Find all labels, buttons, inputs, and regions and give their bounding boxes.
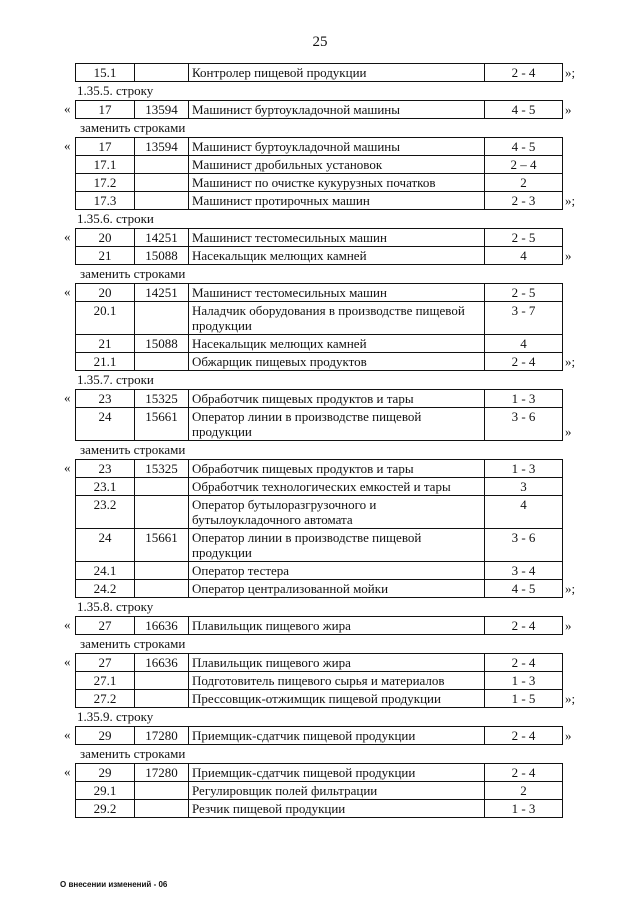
table-row	[76, 562, 563, 580]
closing-quote: »	[565, 728, 572, 743]
row-number-cell: 23.1	[76, 478, 135, 496]
table-row	[76, 460, 563, 478]
profession-name-cell: Оператор линии в производстве пищевой продукции	[189, 408, 485, 441]
okpdtr-code-cell	[135, 562, 189, 580]
row-number-cell: 17.2	[76, 174, 135, 192]
okpdtr-code-cell: 17280	[135, 764, 189, 782]
table-row	[76, 478, 563, 496]
closing-quote: »	[565, 248, 572, 263]
profession-table	[75, 653, 563, 708]
closing-quote: »	[565, 424, 572, 439]
okpdtr-code-cell	[135, 478, 189, 496]
opening-quote: «	[64, 284, 71, 299]
profession-name-cell: Обработчик технологических емкостей и тары	[189, 478, 485, 496]
okpdtr-code-cell: 13594	[135, 101, 189, 119]
row-number-cell: 29	[76, 764, 135, 782]
opening-quote: «	[64, 101, 71, 116]
row-number-cell: 17.3	[76, 192, 135, 210]
profession-name-cell: Машинист дробильных установок	[189, 156, 485, 174]
profession-table	[75, 283, 563, 371]
profession-name-cell: Оператор тестера	[189, 562, 485, 580]
okpdtr-code-cell: 14251	[135, 284, 189, 302]
opening-quote: «	[64, 727, 71, 742]
grade-range-cell: 1 - 3	[485, 460, 563, 478]
row-number-cell: 23.2	[76, 496, 135, 529]
table-row	[76, 782, 563, 800]
grade-range-cell: 2 - 4	[485, 64, 563, 82]
okpdtr-code-cell	[135, 302, 189, 335]
amendment-heading: 1.35.6. строки	[77, 211, 154, 226]
grade-range-cell: 3 - 7	[485, 302, 563, 335]
profession-table	[75, 389, 563, 441]
table-row	[76, 302, 563, 335]
grade-range-cell: 3 - 6	[485, 529, 563, 562]
grade-range-cell: 1 - 3	[485, 390, 563, 408]
amendment-document	[0, 63, 640, 818]
amendment-table-block	[0, 283, 640, 371]
row-number-cell: 27	[76, 654, 135, 672]
amendment-heading: 1.35.9. строку	[77, 709, 154, 724]
row-number-cell: 20.1	[76, 302, 135, 335]
table-row	[76, 229, 563, 247]
table-row	[76, 764, 563, 782]
profession-name-cell: Оператор централизованной мойки	[189, 580, 485, 598]
amendment-heading: заменить строками	[80, 636, 186, 651]
table-row	[76, 727, 563, 745]
profession-name-cell: Плавильщик пищевого жира	[189, 617, 485, 635]
amendment-table-block	[0, 100, 640, 119]
amendment-heading: заменить строками	[80, 442, 186, 457]
amendment-heading: заменить строками	[80, 120, 186, 135]
profession-name-cell: Подготовитель пищевого сырья и материалов	[189, 672, 485, 690]
okpdtr-code-cell: 16636	[135, 654, 189, 672]
table-row	[76, 138, 563, 156]
grade-range-cell: 1 - 5	[485, 690, 563, 708]
profession-table	[75, 63, 563, 82]
profession-table	[75, 100, 563, 119]
row-number-cell: 17	[76, 101, 135, 119]
okpdtr-code-cell: 15088	[135, 335, 189, 353]
grade-range-cell: 2 – 4	[485, 156, 563, 174]
profession-table	[75, 137, 563, 210]
amendment-table-block	[0, 726, 640, 745]
row-number-cell: 24	[76, 408, 135, 441]
okpdtr-code-cell: 15661	[135, 529, 189, 562]
grade-range-cell: 1 - 3	[485, 800, 563, 818]
amendment-heading: 1.35.7. строки	[77, 372, 154, 387]
table-row	[76, 617, 563, 635]
grade-range-cell: 2 - 4	[485, 353, 563, 371]
grade-range-cell: 3	[485, 478, 563, 496]
okpdtr-code-cell	[135, 690, 189, 708]
grade-range-cell: 2 - 4	[485, 727, 563, 745]
row-number-cell: 29.1	[76, 782, 135, 800]
profession-name-cell: Оператор линии в производстве пищевой продукции	[189, 529, 485, 562]
amendment-table-block	[0, 459, 640, 598]
okpdtr-code-cell	[135, 64, 189, 82]
profession-name-cell: Прессовщик-отжимщик пищевой продукции	[189, 690, 485, 708]
opening-quote: «	[64, 654, 71, 669]
okpdtr-code-cell	[135, 800, 189, 818]
amendment-table-block	[0, 63, 640, 82]
okpdtr-code-cell	[135, 672, 189, 690]
grade-range-cell: 3 - 6	[485, 408, 563, 441]
okpdtr-code-cell: 13594	[135, 138, 189, 156]
table-row	[76, 335, 563, 353]
row-number-cell: 24.1	[76, 562, 135, 580]
grade-range-cell: 4 - 5	[485, 138, 563, 156]
row-number-cell: 21	[76, 335, 135, 353]
okpdtr-code-cell	[135, 496, 189, 529]
profession-name-cell: Оператор бутылоразгрузочного и бутылоукладочного автомата	[189, 496, 485, 529]
closing-quote: »;	[565, 65, 576, 80]
profession-table	[75, 616, 563, 635]
footer-note: О внесении изменений - 06	[60, 880, 168, 889]
table-row	[76, 800, 563, 818]
grade-range-cell: 2 - 5	[485, 229, 563, 247]
table-row	[76, 580, 563, 598]
profession-name-cell: Контролер пищевой продукции	[189, 64, 485, 82]
row-number-cell: 17	[76, 138, 135, 156]
amendment-table-block	[0, 137, 640, 210]
okpdtr-code-cell: 17280	[135, 727, 189, 745]
closing-quote: »;	[565, 354, 576, 369]
opening-quote: «	[64, 390, 71, 405]
grade-range-cell: 3 - 4	[485, 562, 563, 580]
table-row	[76, 353, 563, 371]
amendment-table-block	[0, 763, 640, 818]
amendment-heading: заменить строками	[80, 746, 186, 761]
okpdtr-code-cell	[135, 174, 189, 192]
row-number-cell: 20	[76, 229, 135, 247]
row-number-cell: 23	[76, 390, 135, 408]
profession-name-cell: Обработчик пищевых продуктов и тары	[189, 460, 485, 478]
row-number-cell: 27.2	[76, 690, 135, 708]
profession-name-cell: Регулировщик полей фильтрации	[189, 782, 485, 800]
row-number-cell: 29.2	[76, 800, 135, 818]
okpdtr-code-cell: 14251	[135, 229, 189, 247]
row-number-cell: 20	[76, 284, 135, 302]
profession-name-cell: Наладчик оборудования в производстве пищевой продукции	[189, 302, 485, 335]
profession-name-cell: Насекальщик мелющих камней	[189, 335, 485, 353]
row-number-cell: 24.2	[76, 580, 135, 598]
table-row	[76, 654, 563, 672]
row-number-cell: 21	[76, 247, 135, 265]
okpdtr-code-cell: 15325	[135, 390, 189, 408]
table-row	[76, 101, 563, 119]
profession-name-cell: Обработчик пищевых продуктов и тары	[189, 390, 485, 408]
okpdtr-code-cell: 15661	[135, 408, 189, 441]
profession-table	[75, 228, 563, 265]
row-number-cell: 21.1	[76, 353, 135, 371]
table-row	[76, 690, 563, 708]
grade-range-cell: 2 - 4	[485, 617, 563, 635]
closing-quote: »;	[565, 581, 576, 596]
profession-name-cell: Машинист тестомесильных машин	[189, 284, 485, 302]
amendment-table-block	[0, 616, 640, 635]
page-number: 25	[312, 34, 328, 50]
grade-range-cell: 4	[485, 496, 563, 529]
okpdtr-code-cell	[135, 353, 189, 371]
table-row	[76, 156, 563, 174]
table-row	[76, 247, 563, 265]
row-number-cell: 29	[76, 727, 135, 745]
table-row	[76, 64, 563, 82]
profession-name-cell: Машинист протирочных машин	[189, 192, 485, 210]
profession-table	[75, 763, 563, 818]
grade-range-cell: 4	[485, 247, 563, 265]
closing-quote: »;	[565, 193, 576, 208]
amendment-heading: 1.35.5. строку	[77, 83, 154, 98]
profession-name-cell: Машинист буртоукладочной машины	[189, 138, 485, 156]
closing-quote: »;	[565, 691, 576, 706]
profession-name-cell: Машинист по очистке кукурузных початков	[189, 174, 485, 192]
profession-name-cell: Обжарщик пищевых продуктов	[189, 353, 485, 371]
grade-range-cell: 2 - 4	[485, 764, 563, 782]
row-number-cell: 15.1	[76, 64, 135, 82]
grade-range-cell: 2 - 5	[485, 284, 563, 302]
closing-quote: »	[565, 618, 572, 633]
amendment-table-block	[0, 653, 640, 708]
opening-quote: «	[64, 617, 71, 632]
grade-range-cell: 1 - 3	[485, 672, 563, 690]
profession-table	[75, 726, 563, 745]
table-row	[76, 672, 563, 690]
amendment-table-block	[0, 228, 640, 265]
table-row	[76, 408, 563, 441]
grade-range-cell: 2	[485, 174, 563, 192]
okpdtr-code-cell: 16636	[135, 617, 189, 635]
amendment-heading: 1.35.8. строку	[77, 599, 154, 614]
grade-range-cell: 2	[485, 782, 563, 800]
row-number-cell: 27.1	[76, 672, 135, 690]
opening-quote: «	[64, 229, 71, 244]
opening-quote: «	[64, 764, 71, 779]
profession-name-cell: Приемщик-сдатчик пищевой продукции	[189, 727, 485, 745]
table-row	[76, 284, 563, 302]
opening-quote: «	[64, 138, 71, 153]
row-number-cell: 24	[76, 529, 135, 562]
table-row	[76, 192, 563, 210]
profession-name-cell: Плавильщик пищевого жира	[189, 654, 485, 672]
okpdtr-code-cell	[135, 580, 189, 598]
grade-range-cell: 2 - 4	[485, 654, 563, 672]
okpdtr-code-cell	[135, 782, 189, 800]
table-row	[76, 496, 563, 529]
grade-range-cell: 4 - 5	[485, 101, 563, 119]
row-number-cell: 23	[76, 460, 135, 478]
profession-name-cell: Насекальщик мелющих камней	[189, 247, 485, 265]
table-row	[76, 174, 563, 192]
table-row	[76, 390, 563, 408]
profession-name-cell: Приемщик-сдатчик пищевой продукции	[189, 764, 485, 782]
profession-name-cell: Машинист тестомесильных машин	[189, 229, 485, 247]
row-number-cell: 17.1	[76, 156, 135, 174]
profession-name-cell: Машинист буртоукладочной машины	[189, 101, 485, 119]
grade-range-cell: 2 - 3	[485, 192, 563, 210]
amendment-heading: заменить строками	[80, 266, 186, 281]
table-row	[76, 529, 563, 562]
opening-quote: «	[64, 460, 71, 475]
amendment-table-block	[0, 389, 640, 441]
profession-name-cell: Резчик пищевой продукции	[189, 800, 485, 818]
grade-range-cell: 4 - 5	[485, 580, 563, 598]
okpdtr-code-cell	[135, 192, 189, 210]
row-number-cell: 27	[76, 617, 135, 635]
profession-table	[75, 459, 563, 598]
grade-range-cell: 4	[485, 335, 563, 353]
okpdtr-code-cell	[135, 156, 189, 174]
okpdtr-code-cell: 15325	[135, 460, 189, 478]
closing-quote: »	[565, 102, 572, 117]
okpdtr-code-cell: 15088	[135, 247, 189, 265]
